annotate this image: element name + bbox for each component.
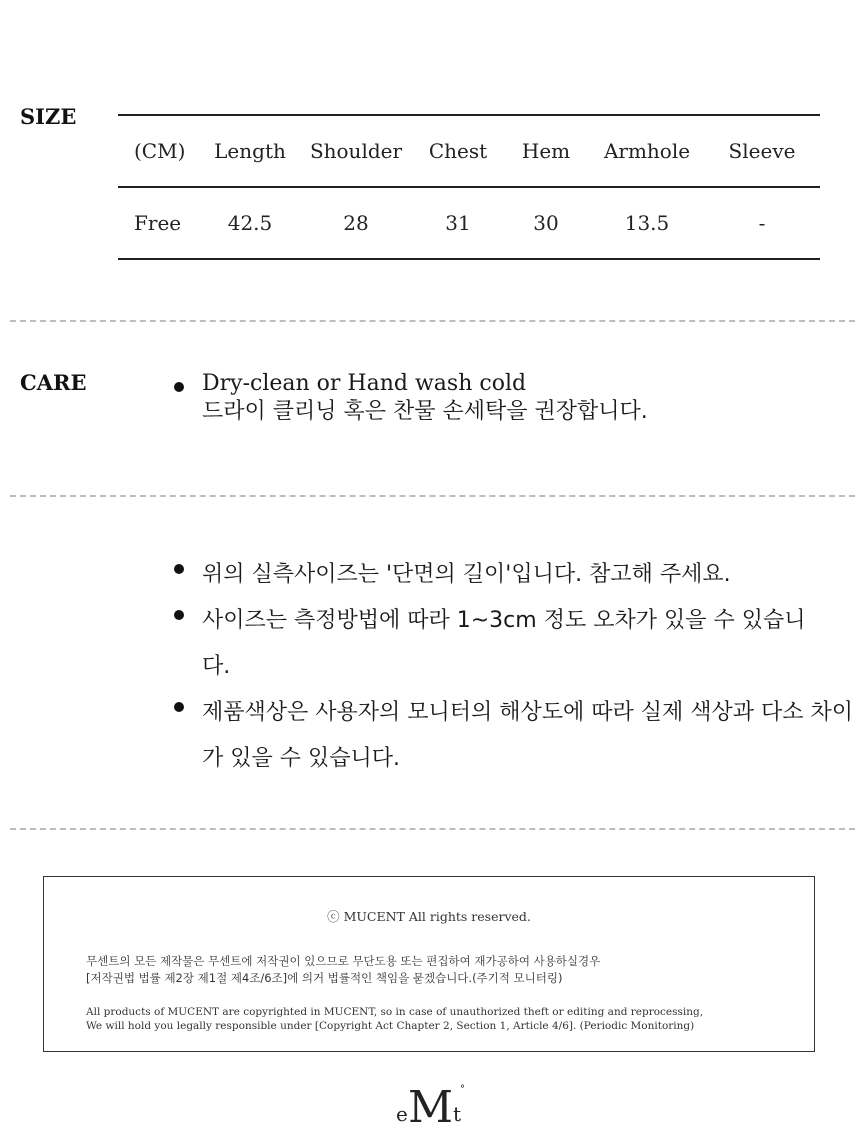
row-length: 42.5 bbox=[227, 211, 273, 235]
note-text: 위의 실측사이즈는 '단면의 길이'입니다. 참고해 주세요. bbox=[202, 562, 731, 587]
table-row bbox=[118, 188, 820, 258]
row-sleeve: - bbox=[758, 211, 766, 235]
size-table-header bbox=[118, 116, 820, 188]
notes-list bbox=[174, 552, 854, 782]
copyright-en-line1: All products of MUCENT are copyrighted in MUCENT, so in case of unauthorized theft or editing and reprocessing, bbox=[86, 1006, 704, 1018]
care-section-label: CARE bbox=[20, 370, 87, 395]
copyright-en-line2: We will hold you legally responsible under [Copyright Act Chapter 2, Section 1, Article 4/6]. (Periodic Monitoring) bbox=[86, 1020, 695, 1032]
copyright-ko-line2: [저작권법 법률 제2장 제1절 제4조/6조]에 의거 법률적인 책임을 묻겠습니다.(주기적 모니터링) bbox=[86, 971, 563, 985]
header-sleeve: Sleeve bbox=[728, 139, 796, 163]
note-text: 사이즈는 측정방법에 따라 1~3cm 정도 오차가 있을 수 있습니다. bbox=[202, 608, 806, 679]
copyright-korean bbox=[86, 953, 600, 987]
copyright-english bbox=[86, 1005, 703, 1033]
bullet-icon bbox=[174, 564, 184, 574]
header-length: Length bbox=[214, 139, 286, 163]
copyright-title: ⓒ MUCENT All rights reserved. bbox=[327, 909, 531, 924]
list-item bbox=[174, 552, 854, 598]
header-hem: Hem bbox=[521, 139, 571, 163]
care-line-ko: 드라이 클리닝 혹은 찬물 손세탁을 권장합니다. bbox=[202, 399, 648, 424]
logo-letter-t: t bbox=[453, 1102, 462, 1126]
bullet-icon bbox=[174, 610, 184, 620]
care-line-en: Dry-clean or Hand wash cold bbox=[202, 371, 527, 396]
row-hem: 30 bbox=[533, 211, 559, 235]
bullet-icon bbox=[174, 702, 184, 712]
row-chest: 31 bbox=[445, 211, 471, 235]
note-text: 제품색상은 사용자의 모니터의 해상도에 따라 실제 색상과 다소 차이가 있을 수 있습니다. bbox=[202, 700, 854, 771]
size-table bbox=[118, 114, 820, 260]
header-chest: Chest bbox=[428, 139, 488, 163]
logo-letter-e: e bbox=[396, 1102, 408, 1126]
header-shoulder: Shoulder bbox=[309, 139, 403, 163]
row-shoulder: 28 bbox=[343, 211, 369, 235]
copyright-ko-line1: 무센트의 모든 제작물은 무센트에 저작권이 있으므로 무단도용 또는 편집하여 재가공하여 사용하실경우 bbox=[86, 954, 601, 968]
care-list bbox=[174, 370, 648, 426]
section-divider bbox=[10, 828, 855, 830]
logo-mark: ° bbox=[460, 1084, 465, 1095]
brand-logo bbox=[396, 1082, 476, 1136]
list-item bbox=[174, 598, 854, 690]
header-armhole: Armhole bbox=[603, 139, 691, 163]
header-unit: (CM) bbox=[134, 139, 186, 163]
list-item bbox=[174, 690, 854, 782]
copyright-box bbox=[43, 876, 815, 1052]
logo-letter-m: M bbox=[408, 1082, 450, 1133]
list-item bbox=[174, 370, 648, 426]
bullet-icon bbox=[174, 382, 184, 392]
size-section-label: SIZE bbox=[20, 104, 77, 129]
row-size-name: Free bbox=[134, 211, 182, 235]
row-armhole: 13.5 bbox=[624, 211, 670, 235]
section-divider bbox=[10, 495, 855, 497]
section-divider bbox=[10, 320, 855, 322]
